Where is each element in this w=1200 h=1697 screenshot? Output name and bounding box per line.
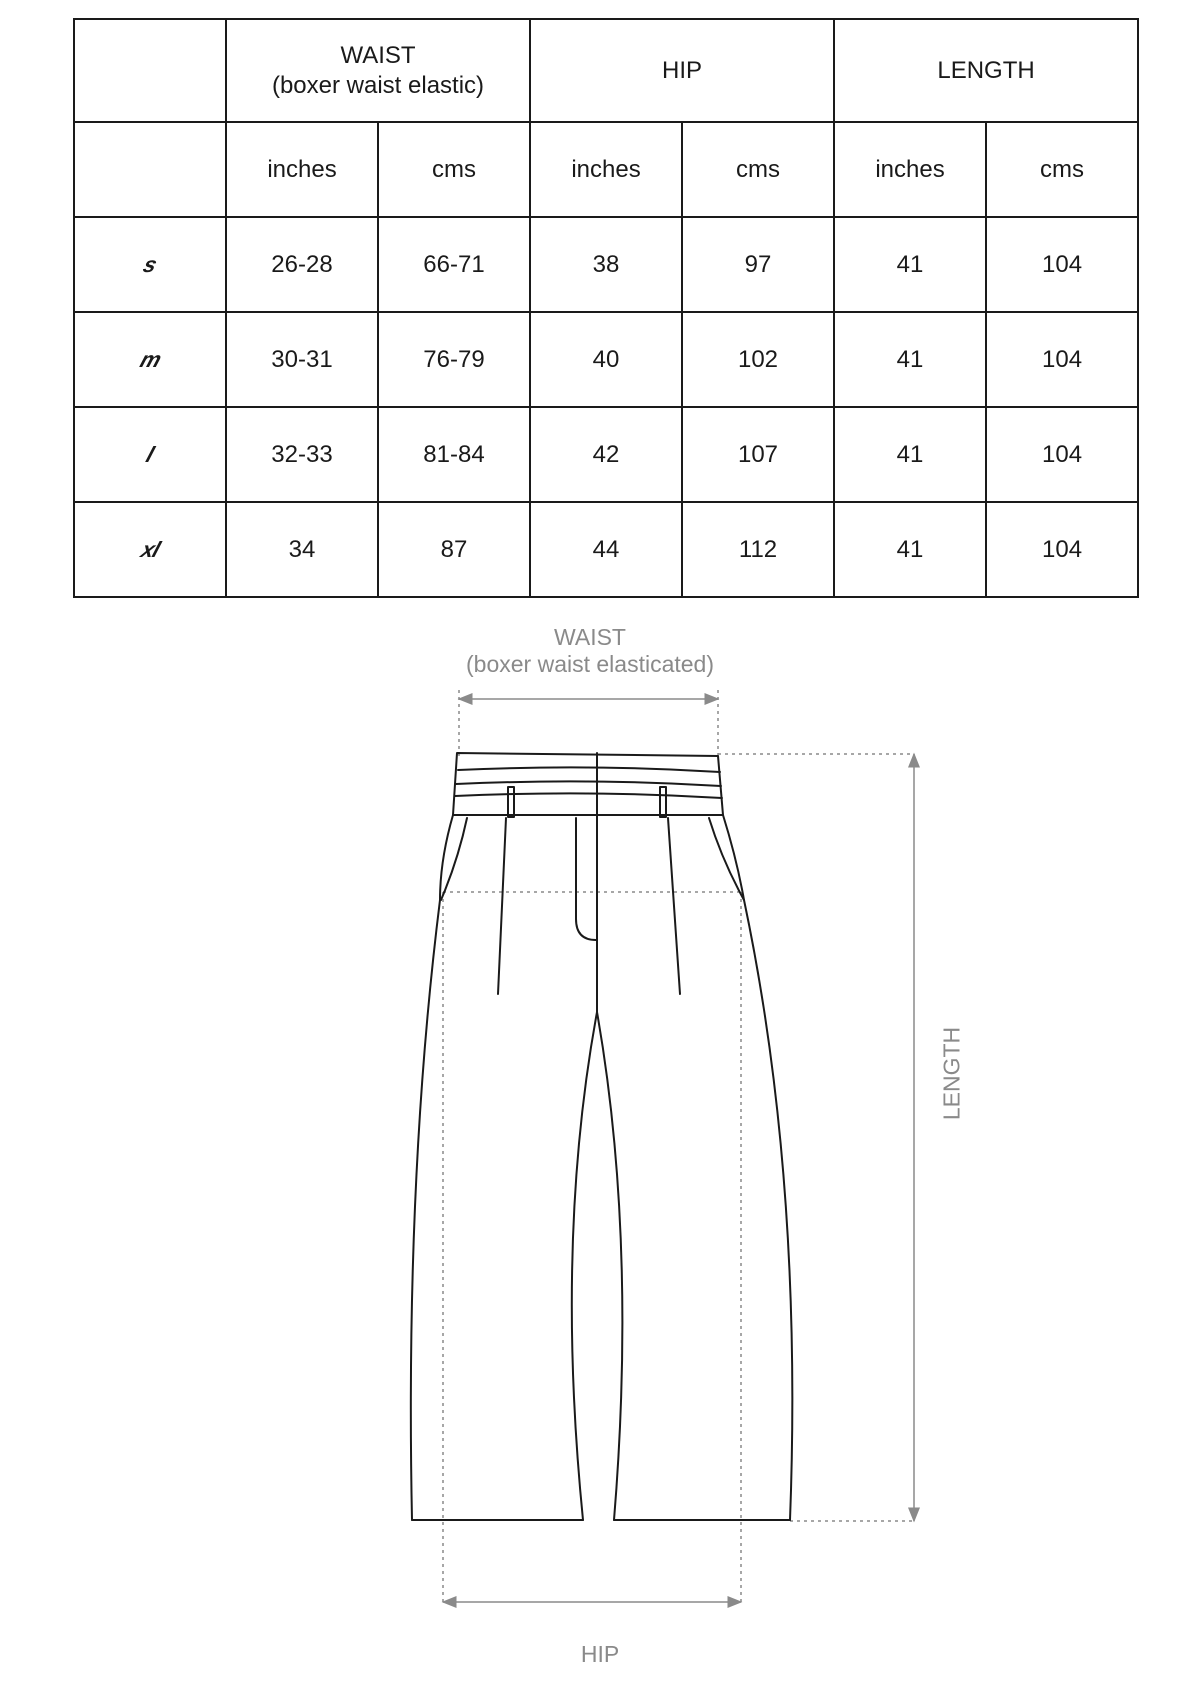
value-cell: 41 [834,502,986,597]
value-cell: 104 [986,217,1138,312]
pocket-left [441,818,467,900]
hip-label: HIP [580,1641,620,1667]
value-cell: 42 [530,407,682,502]
value-cell: 26-28 [226,217,378,312]
value-cell: 87 [378,502,530,597]
table-row [74,502,1138,597]
value-cell: 97 [682,217,834,312]
value-cell: 34 [226,502,378,597]
value-cell: 104 [986,502,1138,597]
unit-cell: inches [226,122,378,217]
unit-corner-cell [74,122,226,217]
trouser-sketch [0,620,1200,1697]
corner-cell [74,19,226,122]
belt-loop-left [508,787,514,817]
size-mark: l [143,441,157,467]
unit-cell: cms [986,122,1138,217]
belt-loop-right [660,787,666,817]
size-mark: m [136,346,164,372]
pocket-right [709,818,744,900]
length-header: LENGTH [834,19,1138,122]
left-leg-outseam [411,815,453,1520]
value-cell: 112 [682,502,834,597]
value-cell: 30-31 [226,312,378,407]
size-mark: s [140,251,160,277]
value-cell: 38 [530,217,682,312]
waistband-pleat-1 [458,767,720,772]
left-leg-inseam [572,1012,597,1520]
value-cell: 41 [834,217,986,312]
unit-cell: cms [378,122,530,217]
size-label-cell [74,407,226,502]
waistband-pleat-2 [456,781,721,786]
table-row [74,407,1138,502]
length-label: LENGTH [938,1026,965,1121]
value-cell: 41 [834,407,986,502]
unit-row [74,122,1138,217]
size-label-cell [74,502,226,597]
unit-cell: inches [530,122,682,217]
right-leg-outseam [723,815,792,1520]
value-cell: 104 [986,312,1138,407]
size-label-cell [74,312,226,407]
waist-header-note: (boxer waist elastic) [271,71,485,99]
value-cell: 40 [530,312,682,407]
waist-header [226,19,530,122]
waist-label: WAIST (boxer waist elasticated) [458,624,722,678]
value-cell: 102 [682,312,834,407]
waistband-pleat-3 [455,793,722,798]
waist-label-note: (boxer waist elasticated) [466,651,714,677]
fly-stitch [576,818,596,940]
waist-header-title: WAIST [340,41,416,69]
size-mark: xl [137,536,163,562]
right-leg-inseam [597,1012,622,1520]
value-cell: 32-33 [226,407,378,502]
table-row [74,217,1138,312]
value-cell: 81-84 [378,407,530,502]
unit-cell: inches [834,122,986,217]
value-cell: 41 [834,312,986,407]
value-cell: 44 [530,502,682,597]
value-cell: 66-71 [378,217,530,312]
dart-right [668,818,680,994]
dart-left [498,818,506,994]
value-cell: 104 [986,407,1138,502]
table-row [74,312,1138,407]
trouser-measurement-diagram [0,620,1200,1697]
unit-cell: cms [682,122,834,217]
size-chart-table [73,18,1139,598]
size-label-cell [74,217,226,312]
header-row [74,19,1138,122]
hip-header: HIP [530,19,834,122]
value-cell: 76-79 [378,312,530,407]
value-cell: 107 [682,407,834,502]
